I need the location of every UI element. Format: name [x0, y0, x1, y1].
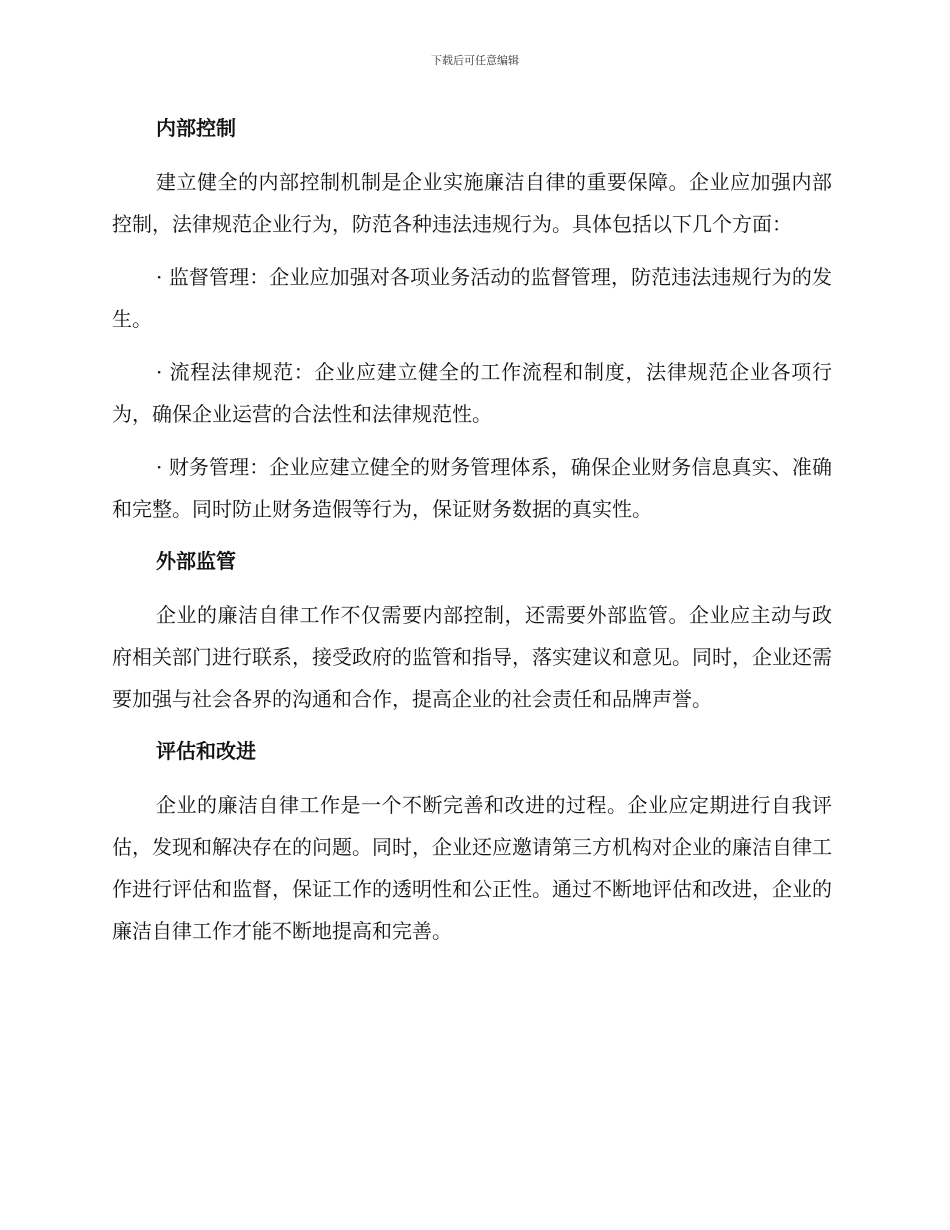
- paragraph: 企业的廉洁自律工作是一个不断完善和改进的过程。企业应定期进行自我评估，发现和解决存在的问题。同时，企业还应邀请第三方机构对企业的廉洁自律工作进行评估和监督，保证工作的透明性和公正性。通过不断地评估和改进，企业的廉洁自律工作才能不断地提高和完善。: [112, 793, 832, 943]
- paragraph: 企业的廉洁自律工作不仅需要内部控制，还需要外部监管。企业应主动与政府相关部门进行联系，接受政府的监管和指导，落实建议和意见。同时，企业还需要加强与社会各界的沟通和合作，提高企业的社会责任和品牌声誉。: [112, 603, 832, 711]
- section-heading-internal-control: 内部控制: [156, 116, 236, 140]
- page-header: 下载后可任意编辑: [431, 54, 519, 67]
- bullet-item-supervision: · 监督管理：企业应加强对各项业务活动的监督管理，防范违法违规行为的发生。: [112, 265, 832, 331]
- document-body: [112, 108, 832, 952]
- section-heading-external-supervision: 外部监管: [156, 549, 236, 573]
- bullet-item-finance: · 财务管理：企业应建立健全的财务管理体系，确保企业财务信息真实、准确和完整。同时防止财务造假等行为，保证财务数据的真实性。: [112, 455, 832, 521]
- paragraph: 建立健全的内部控制机制是企业实施廉洁自律的重要保障。企业应加强内部控制，法律规范企业行为，防范各种违法违规行为。具体包括以下几个方面：: [112, 170, 832, 236]
- bullet-item-process: · 流程法律规范：企业应建立健全的工作流程和制度，法律规范企业各项行为，确保企业运营的合法性和法律规范性。: [112, 360, 832, 426]
- section-heading-evaluation: 评估和改进: [156, 739, 256, 763]
